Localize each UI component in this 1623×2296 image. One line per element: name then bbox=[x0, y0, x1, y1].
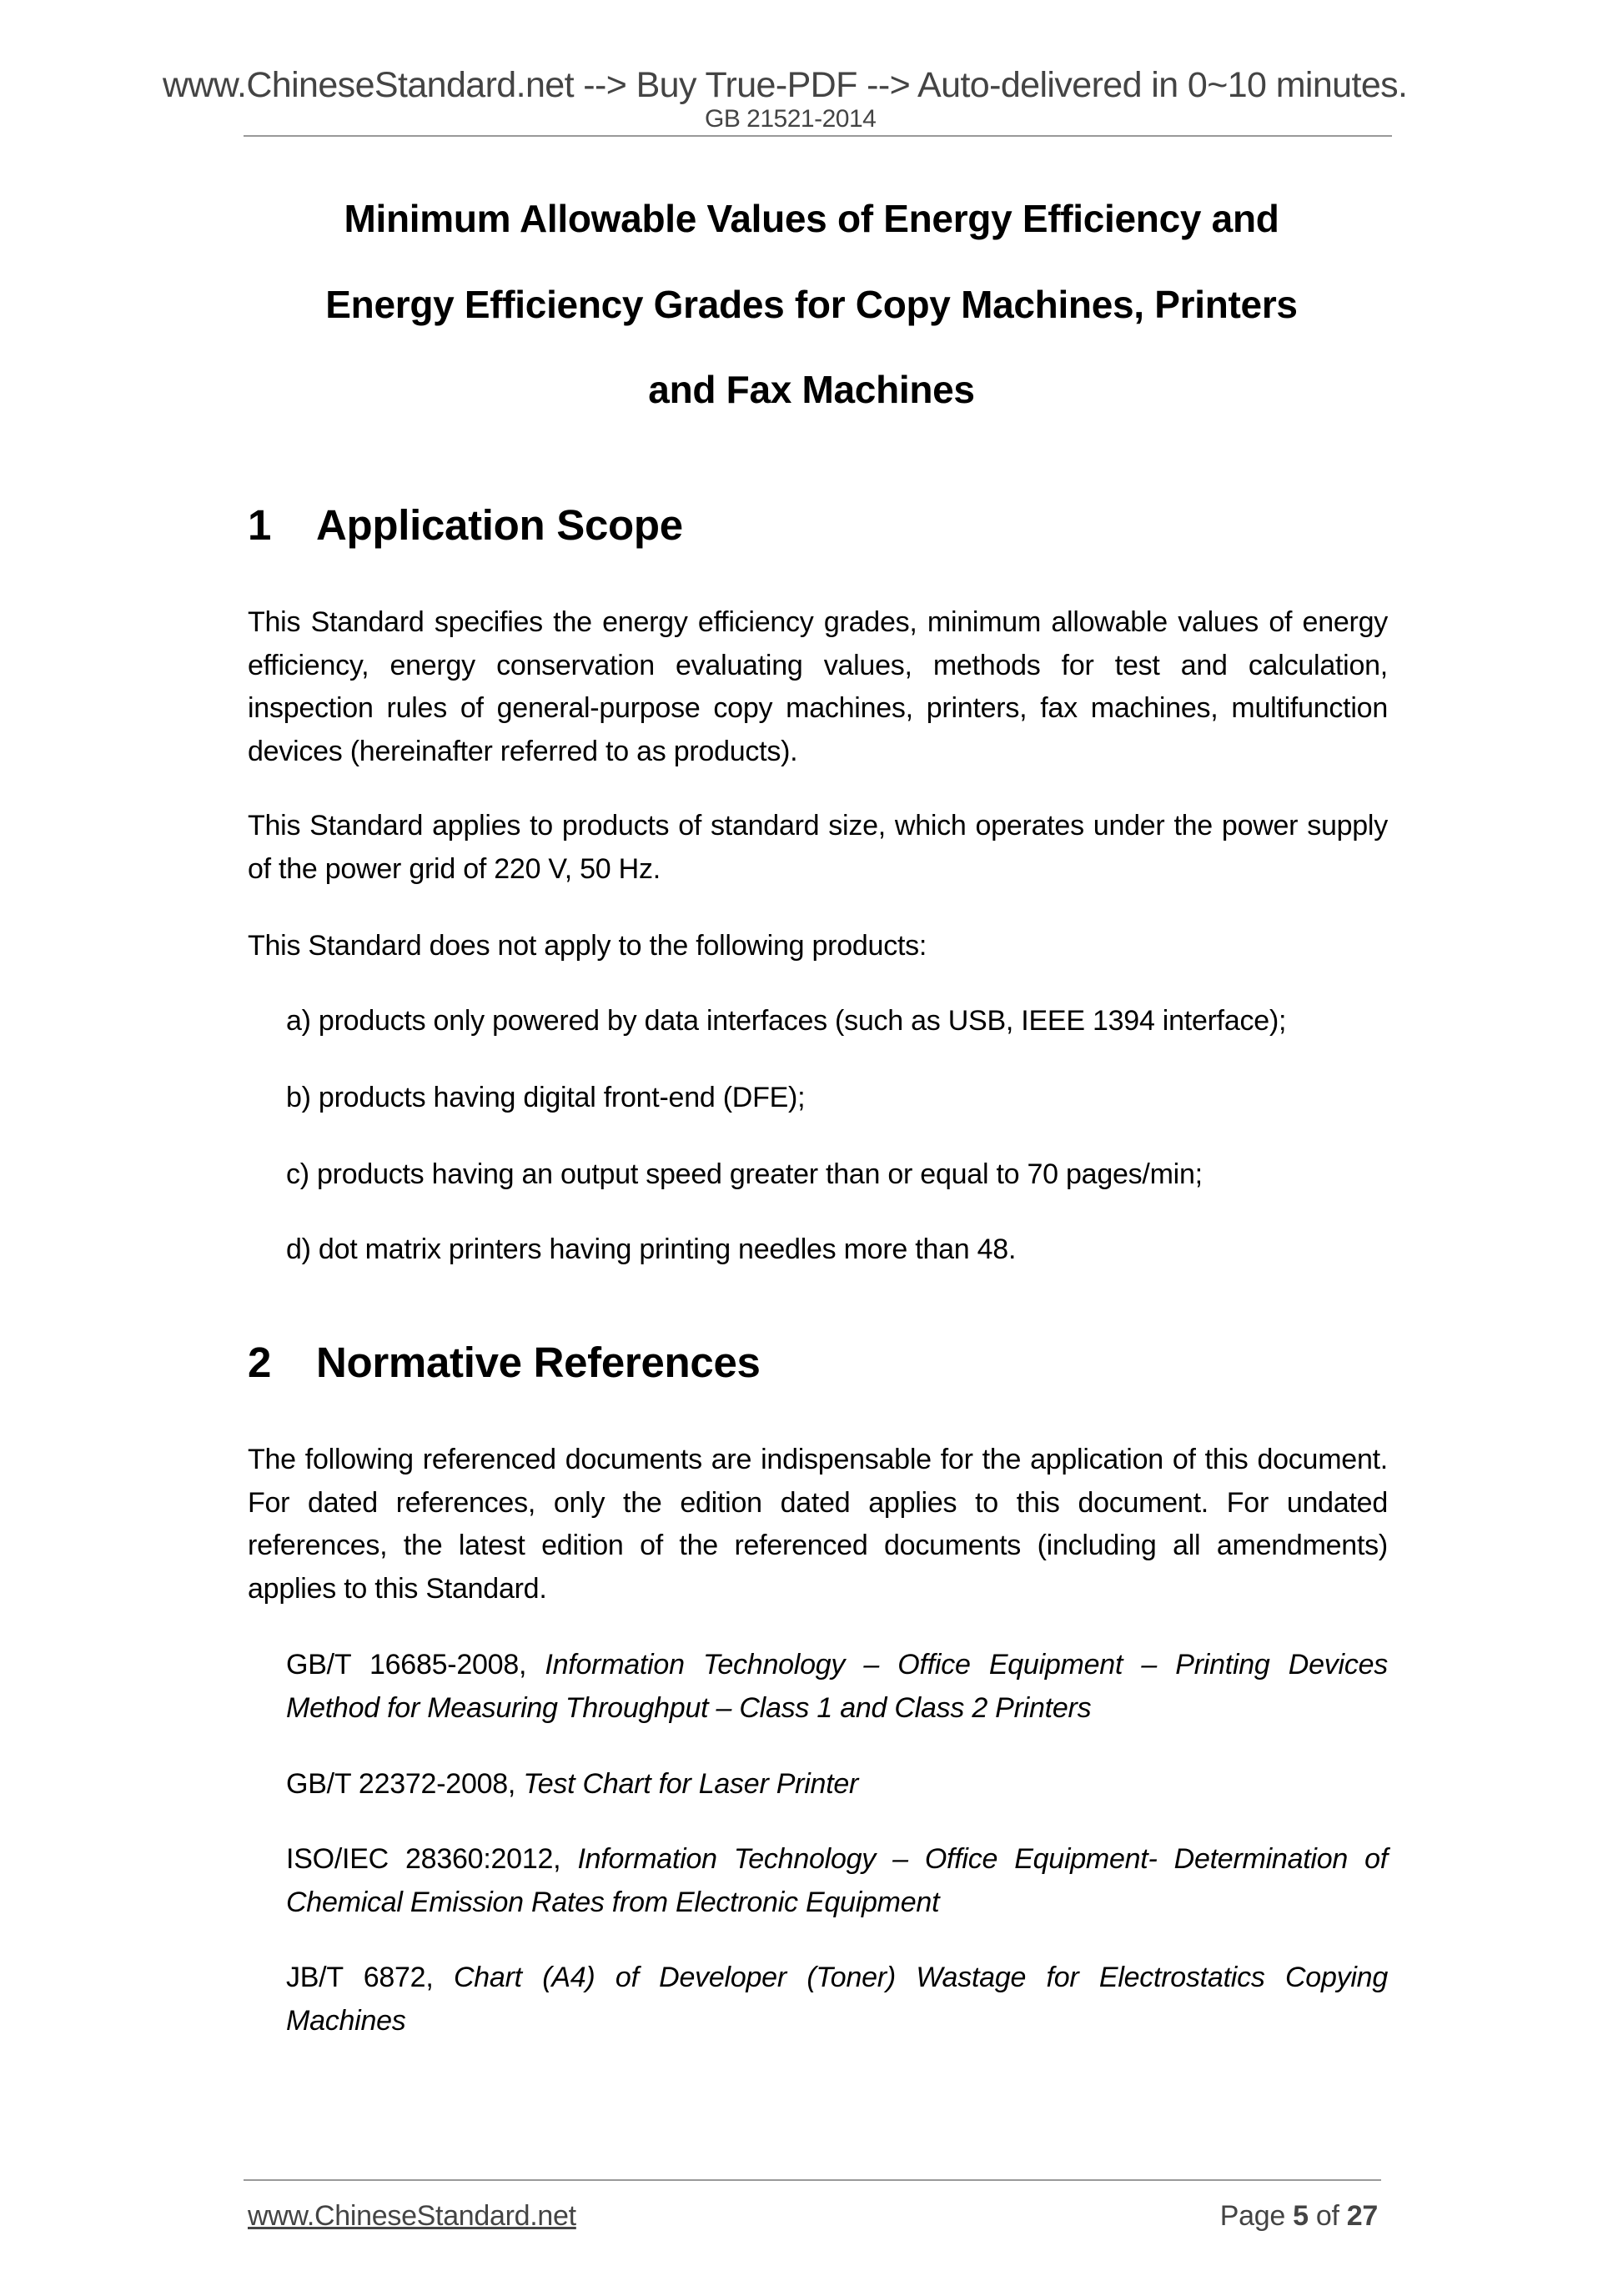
exclusion-item-b: b) products having digital front-end (DFE); bbox=[286, 1082, 806, 1113]
page-of-label: of bbox=[1308, 2200, 1347, 2232]
reference-title: Test Chart for Laser Printer bbox=[523, 1768, 859, 1800]
scope-paragraph-1: This Standard specifies the energy efficiency grades, minimum allowable values of energy efficiency, energy conservation evaluating values, methods for test and calculation, inspection rules of general-purpose copy machines, printers, fax machines, multifunction devices (hereinafter referred to as products). bbox=[248, 606, 1388, 767]
reference-code: JB/T 6872, bbox=[286, 1962, 454, 1993]
section-number: 2 bbox=[248, 1339, 272, 1386]
document-title-line-3: and Fax Machines bbox=[648, 368, 975, 411]
reference-code: ISO/IEC 28360:2012, bbox=[286, 1843, 578, 1875]
reference-title: Information Technology – Office Equipment – Printing Devices Method for Measuring Throughput – Class 1 and Class 2 Printers bbox=[286, 1649, 1388, 1724]
reference-item bbox=[286, 1644, 1388, 1730]
header-banner: www.ChineseStandard.net --> Buy True-PDF --> Auto-delivered in 0~10 minutes. bbox=[163, 65, 1408, 105]
references-intro-paragraph: The following referenced documents are indispensable for the application of this document. For dated references, only the edition dated applies to this document. For undated references, the latest edition of the referenced documents (including all amendments) applies to this Standard. bbox=[248, 1444, 1388, 1605]
reference-title: Chart (A4) of Developer (Toner) Wastage for Electrostatics Copying Machines bbox=[286, 1962, 1388, 2037]
document-code: GB 21521-2014 bbox=[705, 105, 877, 133]
exclusion-item-c: c) products having an output speed greater than or equal to 70 pages/min; bbox=[286, 1158, 1203, 1190]
reference-item bbox=[286, 1763, 1388, 1806]
page-label: Page bbox=[1219, 2200, 1294, 2232]
reference-code: GB/T 16685-2008, bbox=[286, 1649, 545, 1681]
footer-divider bbox=[244, 2179, 1381, 2181]
section-1-heading bbox=[248, 500, 683, 550]
exclusion-item-d: d) dot matrix printers having printing needles more than 48. bbox=[286, 1233, 1017, 1265]
section-2-heading bbox=[248, 1338, 761, 1387]
header-divider bbox=[244, 135, 1392, 137]
reference-item bbox=[286, 1838, 1388, 1924]
total-pages: 27 bbox=[1346, 2200, 1378, 2232]
reference-title: Information Technology – Office Equipment- Determination of Chemical Emission Rates from Electronic Equipment bbox=[286, 1843, 1388, 1918]
section-title: Application Scope bbox=[316, 501, 683, 549]
current-page: 5 bbox=[1293, 2200, 1309, 2232]
document-title-line-1: Minimum Allowable Values of Energy Efficiency and bbox=[344, 197, 1279, 240]
scope-paragraph-3: This Standard does not apply to the following products: bbox=[248, 930, 927, 962]
section-number: 1 bbox=[248, 501, 272, 549]
reference-code: GB/T 22372-2008, bbox=[286, 1768, 524, 1800]
section-title: Normative References bbox=[316, 1339, 761, 1386]
reference-item bbox=[286, 1957, 1388, 2042]
page-number bbox=[1201, 2200, 1378, 2233]
footer-website-link[interactable]: www.ChineseStandard.net bbox=[248, 2200, 576, 2232]
document-title-line-2: Energy Efficiency Grades for Copy Machines, Printers bbox=[325, 283, 1298, 326]
exclusion-item-a: a) products only powered by data interfaces (such as USB, IEEE 1394 interface); bbox=[286, 1005, 1287, 1037]
scope-paragraph-2: This Standard applies to products of standard size, which operates under the power supply of the power grid of 220 V, 50 Hz. bbox=[248, 810, 1388, 885]
